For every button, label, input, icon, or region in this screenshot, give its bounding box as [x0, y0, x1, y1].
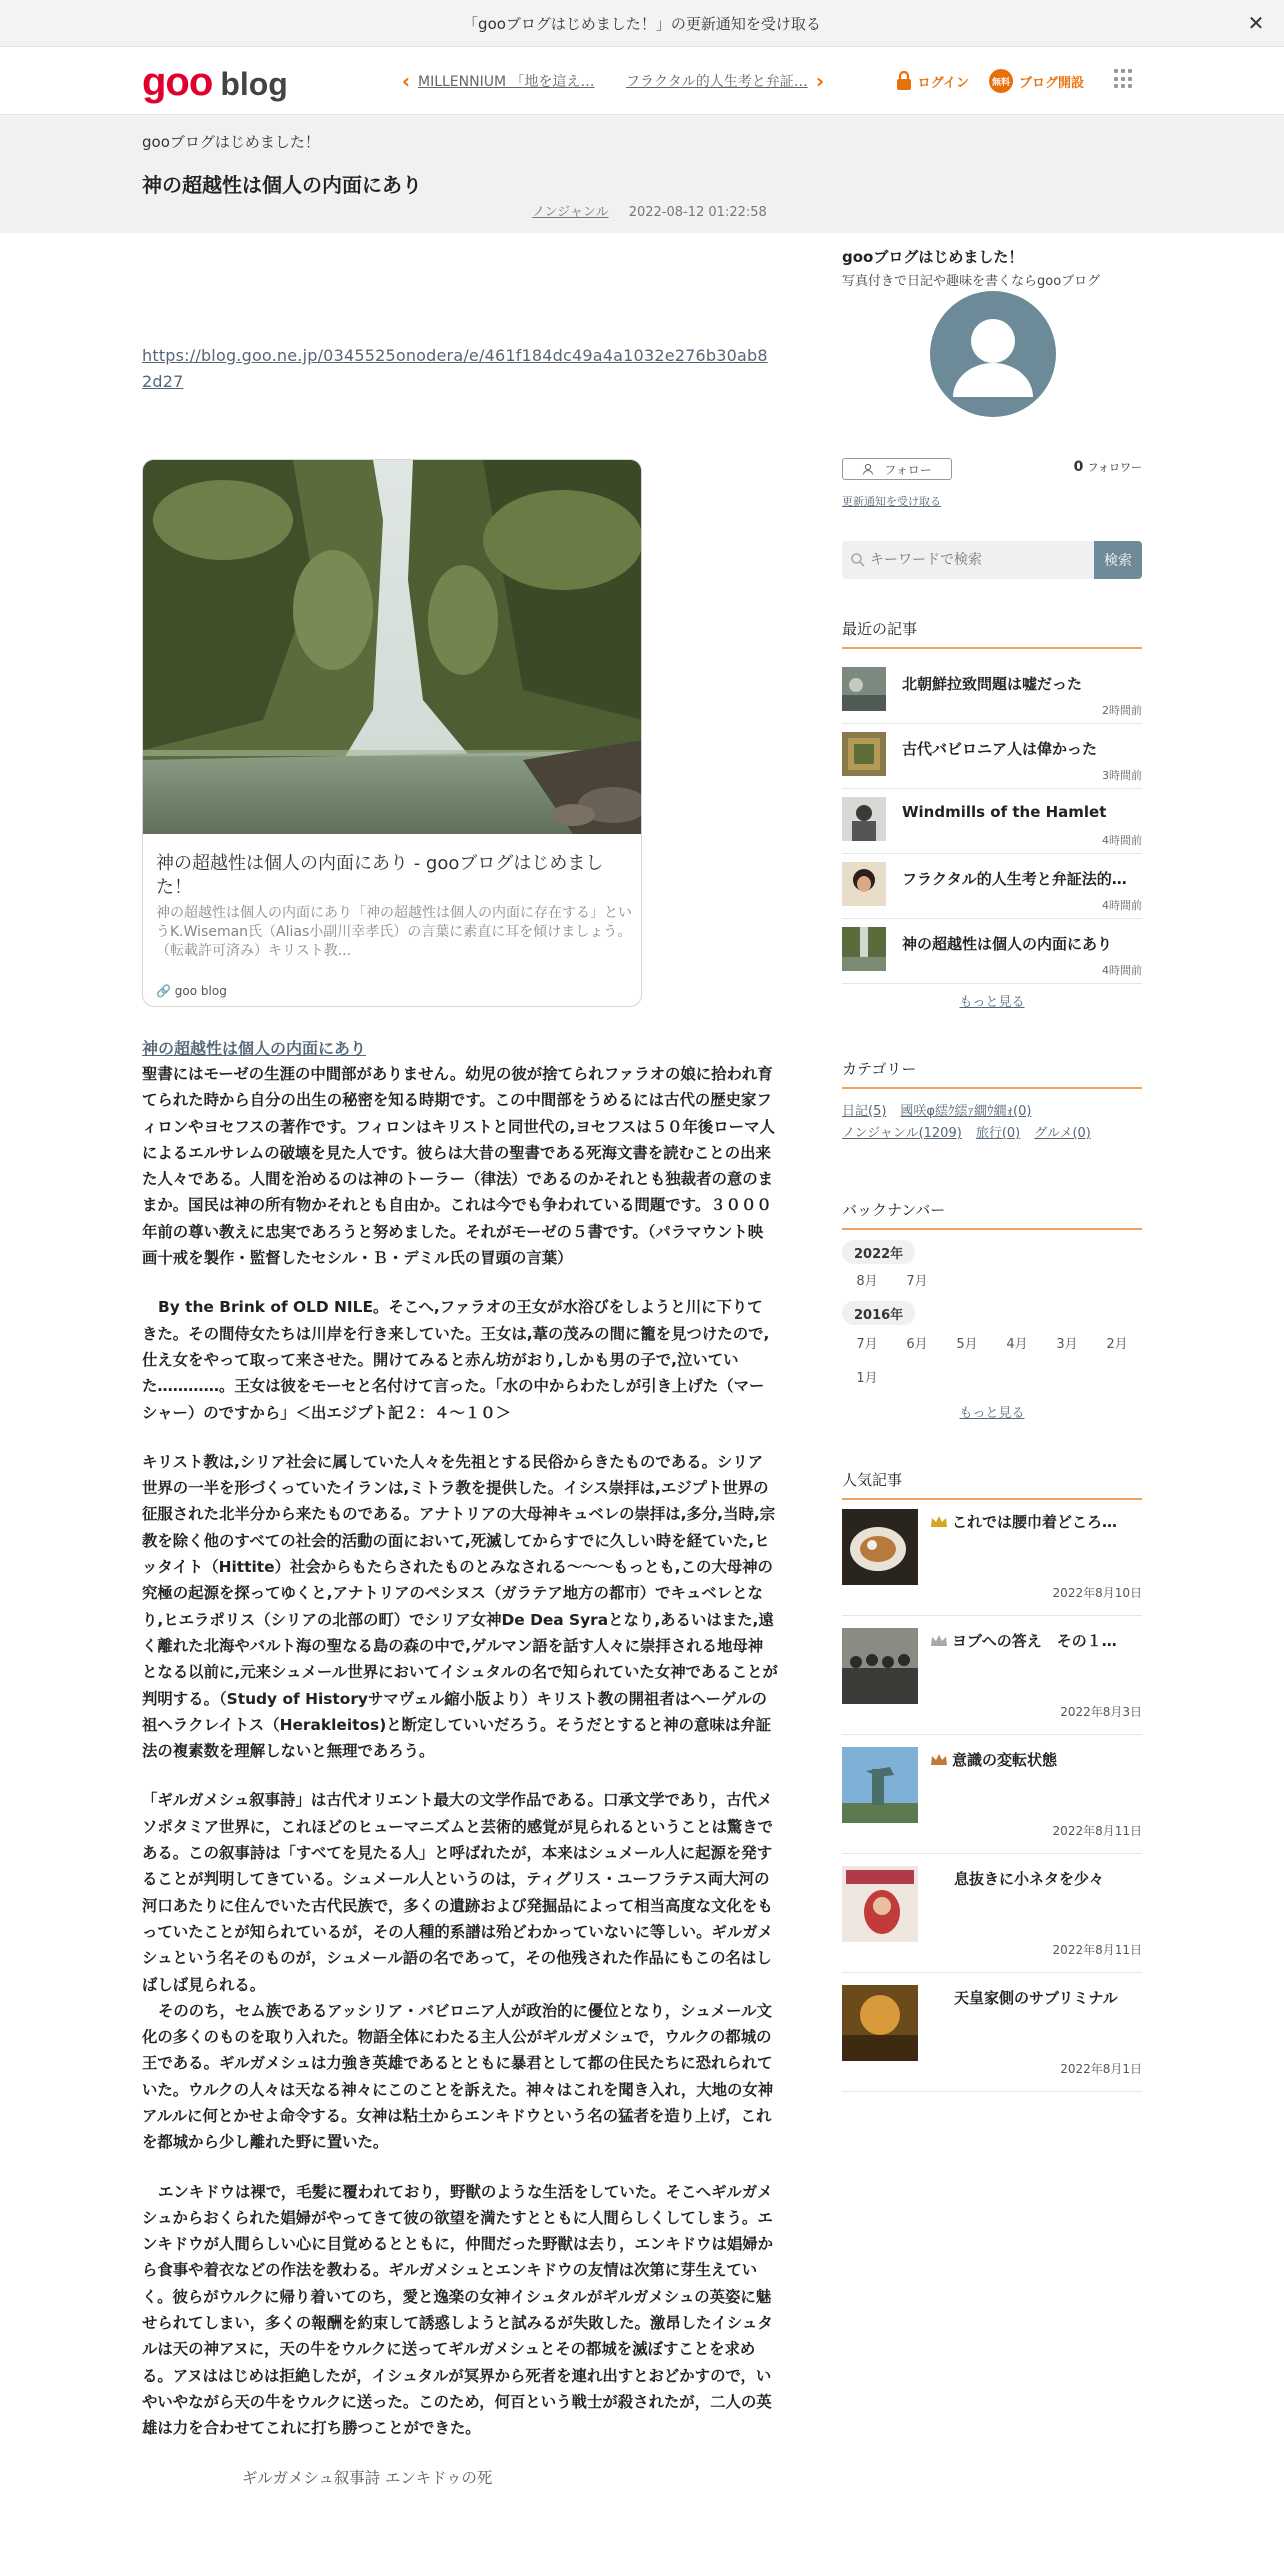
- chevron-right-icon[interactable]: ›: [815, 69, 825, 93]
- search-icon: [850, 552, 866, 568]
- popular-title: これでは腰巾着どころ…: [930, 1511, 1142, 1532]
- update-notify-link[interactable]: 更新通知を受け取る: [842, 495, 941, 508]
- prev-entry-link[interactable]: MILLENNIUM 「地を這え…: [418, 74, 595, 90]
- open-blog-label: ブログ開設: [1018, 75, 1084, 91]
- recent-thumb: [842, 862, 886, 906]
- recent-title: フラクタル的人生考と弁証法的…: [902, 870, 1127, 888]
- category-link[interactable]: 日記(5): [842, 1104, 887, 1119]
- article-paragraph: エンキドウは裸で，毛髪に覆われており，野獣のような生活をしていた。そこへギルガメシュからおくられた娼婦がやってきて彼の欲望を満たすとともに人間らしくしてしまう。エンキドウが人間らしい心に目覚めるとともに，仲間だった野獣は去り，エンキドウは娼婦から食事や着衣などの作法を教わる。ギルガメシュとエンキドウの友情は次第に芽生えていく。彼らがウルクに帰り着いてのち，愛と逸楽の女神イシュタルがギルガメシュの英姿に魅せられてしまい，多くの報酬を約束して誘惑しようと試みるが失敗した。激昂したイシュタルは天の神アヌに，天の牛をウルクに送ってギルガメシュとその都城を滅ぼすことを求める。アヌははじめは拒絶したが，イシュタルが冥界から死者を連れ出すとおどかすので，いやいやながら天の牛をウルクに送った。このため，何百という戦士が殺されたが，二人の英雄は力を合わせてこれに打ち勝つことができた。: [142, 2182, 774, 2438]
- recent-time: 4時間前: [1102, 964, 1142, 977]
- user-icon: [930, 291, 1056, 417]
- months-2016: [842, 1330, 1142, 1394]
- recent-thumb: [842, 927, 886, 971]
- popular-list: [842, 1497, 1142, 2092]
- notify-bar[interactable]: [0, 0, 1284, 47]
- card-site-name: goo blog: [174, 984, 227, 998]
- recent-item[interactable]: [842, 724, 1142, 789]
- apps-grid-icon[interactable]: [1114, 69, 1134, 89]
- popular-thumb: [842, 1747, 918, 1823]
- category-link[interactable]: 國咲φ繧ｸ繧ｧ繝ｳ繝ｫ(0): [900, 1104, 1032, 1119]
- category-link[interactable]: 旅行(0): [975, 1126, 1021, 1141]
- popular-date: 2022年8月11日: [1052, 1943, 1142, 1957]
- sidebar-blog-description: 写真付きで日記や趣味を書くならgooブログ: [842, 274, 1101, 289]
- article-paragraph: 聖書にはモーゼの生涯の中間部がありません。幼児の彼が捨てられファラオの娘に拾われ育てられた時から自分の出生の秘密を知る時期です。この中間部をうめるには古代の歴史家フィロンやヨセフスの著作です。フィロンはキリストと同世代の,ヨセフスは５０年後ローマ人によるエルサレムの破壊を見た人です。彼らは大昔の聖書である死海文書を読むことの出来た人々である。人間を治めるのは神のトーラー（律法）であるのかそれとも独裁者の意のままか。国民は神の所有物かそれとも自由か。これは今でも争われている問題です。３０００年前の尊い教えに忠実であろうと努めました。それがモーゼの５書です。（パラマウント映画十戒を製作・監督したセシル・Ｂ・デミル氏の冒頭の言葉）: [142, 1065, 775, 1268]
- month-link[interactable]: 4月: [1006, 1337, 1028, 1352]
- notify-text[interactable]: 「gooブログはじめました！」の更新通知を受け取る: [463, 14, 821, 33]
- popular-item[interactable]: [842, 1497, 1142, 1616]
- blog-name[interactable]: gooブログはじめました！: [142, 133, 320, 151]
- card-description: 神の超越性は個人の内面にあり「神の超越性は個人の内面に存在する」というK.Wiseman氏（Alias小副川幸孝氏）の言葉に素直に耳を傾けましょう。（転載許可済み）キリスト教...: [156, 905, 632, 959]
- month-link[interactable]: 2月: [1106, 1337, 1128, 1352]
- search-input[interactable]: [842, 541, 1094, 579]
- river-photo: [143, 460, 642, 834]
- crown-gold-icon: [930, 1515, 948, 1528]
- backnumber-more-link[interactable]: もっと見る: [959, 1406, 1025, 1421]
- avatar[interactable]: [930, 291, 1056, 417]
- recent-thumb: [842, 667, 886, 711]
- follow-label: フォロー: [884, 462, 932, 477]
- follower-label: フォロワー: [1087, 461, 1142, 474]
- entry-navigation: [398, 69, 828, 93]
- recent-title: 北朝鮮拉致問題は嘘だった: [902, 675, 1083, 693]
- site-header: [0, 47, 1284, 115]
- popular-item[interactable]: [842, 1973, 1142, 2092]
- person-icon: [862, 463, 874, 475]
- popular-thumb: [842, 1509, 918, 1585]
- login-button[interactable]: [896, 71, 969, 91]
- login-label: ログイン: [917, 75, 969, 91]
- popular-title: 意識の変転状態: [930, 1749, 1142, 1770]
- follower-count: [1074, 459, 1142, 475]
- recent-item[interactable]: [842, 919, 1142, 984]
- recent-list: [842, 659, 1142, 984]
- article-paragraph: キリスト教は,シリア社会に属していた人々を先祖とする民俗からきたものである。シリア世界の一半を形づくっていたイランは,ミトラ教を提供した。イシス崇拝は,エジプト世界の征服された北半分から来たものである。アナトリアの大母神キュベレの崇拝は,多分,当時,宗教を除く他のすべての社会的活動の面において,死滅してからすでに久しい時を経ていた,ヒッタイト（Hittite）社会からもたらされたものとみなされる～～～もっとも,この大母神の究極の起源を探ってゆくと,アナトリアのペシヌス（ガラテア地方の都市）でキュベレとなり,ヒエラポリス（シリアの北部の町）でシリア女神De Dea Syraとなり,あるいはまた,遠く離れた北海やバルト海の聖なる島の森の中で,ゲルマン語を話す人々に崇拝される地母神となる以前に,元来シュメール世界においてイシュタルの名で知られていた女神であることが判明する。（Study of Historyサマヴェル縮小版より）キリスト教の開祖者はヘーゲルの祖ヘラクレイトス（Herakleitos)と断定していいだろう。そうだとすると神の意味は弁証法の複素数を理解しないと無理であろう。: [142, 1452, 778, 1761]
- popular-date: 2022年8月1日: [1060, 2062, 1142, 2076]
- crown-silver-icon: [930, 1634, 948, 1647]
- recent-item[interactable]: [842, 789, 1142, 854]
- link-icon: 🔗: [156, 984, 171, 998]
- year-2022-label[interactable]: 2022年: [842, 1240, 915, 1264]
- close-icon[interactable]: ✕: [1247, 11, 1265, 35]
- popular-date: 2022年8月11日: [1052, 1824, 1142, 1838]
- entry-title-bar: [0, 115, 1284, 233]
- month-link[interactable]: 6月: [906, 1337, 928, 1352]
- entry-datetime: 2022-08-12 01:22:58: [628, 205, 767, 220]
- article-paragraph: By the Brink of OLD NILE。そこへ,ファラオの王女が水浴びをしようと川に下りてきた。その間侍女たちは川岸を行き来していた。王女は,葦の茂みの間に籠を見つけたので,仕え女をやって取って来させた。開けてみると赤ん坊がおり,しかも男の子で,泣いていた…………。王女は彼をモーセと名付けて言った。「水の中からわたしが引き上げた（マーシャー）のですから」＜出エジプト記２：４～１０＞: [142, 1298, 770, 1422]
- entry-url-link[interactable]: https://blog.goo.ne.jp/0345525onodera/e/461f184dc49a4a1032e276b30ab82d27: [142, 346, 768, 391]
- recent-time: 3時間前: [1102, 769, 1142, 782]
- recent-time: 4時間前: [1102, 899, 1142, 912]
- popular-item[interactable]: [842, 1854, 1142, 1973]
- recent-heading: 最近の記事: [842, 618, 1142, 649]
- popular-title: 天皇家側のサブリミナル: [954, 1989, 1118, 2007]
- recent-time: 2時間前: [1102, 704, 1142, 717]
- search-button[interactable]: 検索: [1094, 541, 1142, 579]
- entry-meta: [532, 201, 767, 220]
- recent-time: 4時間前: [1102, 834, 1142, 847]
- year-2016-label[interactable]: 2016年: [842, 1301, 915, 1325]
- category-heading: カテゴリー: [842, 1058, 1142, 1089]
- logo-goo: goo: [142, 60, 213, 104]
- article-paragraph: ギルガメシュ叙事詩 エンキドゥの死: [242, 2468, 493, 2487]
- article-text: [142, 1061, 778, 2514]
- popular-item[interactable]: [842, 1735, 1142, 1854]
- entry-title: 神の超越性は個人の内面にあり: [142, 173, 422, 197]
- popular-thumb: [842, 1985, 918, 2061]
- popular-heading: 人気記事: [842, 1469, 1142, 1500]
- crown-bronze-icon: [930, 1753, 948, 1766]
- link-card[interactable]: [142, 459, 642, 1007]
- popular-title: 息抜きに小ネタを少々: [954, 1870, 1105, 1888]
- article-paragraph: 「ギルガメシュ叙事詩」は古代オリエント最大の文学作品である。口承文学であり，古代メソポタミア世界に，これほどのヒューマニズムと芸術的感覚が見られるということは驚きである。この叙事詩は「すべてを見たる人」と呼ばれたが，本来はシュメール人に起源を発することが判明してきている。シュメール人というのは，ティグリス・ユーフラテス両大河の河口あたりに住んでいた古代民族で，多くの遺跡および発掘品によって相当高度な文化をもっていたことが知られているが，その人種的系譜は殆どわかっていないに等しい。ギルガメシュという名そのものが，シュメール語の名であって，その他残された作品にもこの名はしばしば見られる。: [142, 1791, 774, 1994]
- popular-date: 2022年8月3日: [1060, 1705, 1142, 1719]
- month-link[interactable]: 7月: [856, 1337, 878, 1352]
- article-paragraph: そののち，セム族であるアッシリア・バビロニア人が政治的に優位となり，シュメール文化の多くのものを取り入れた。物語全体にわたる主人公がギルガメシュで，ウルクの都城の王である。ギルガメシュは力強き英雄であるとともに暴君として都の住民たちに恐れられていた。ウルクの人々は天なる神々にこのことを訴えた。神々はこれを聞き入れ，大地の女神アルルに何とかせよ命令する。女神は粘土からエンキドウという名の猛者を造り上げ，これを都城から少し離れた野に置いた。: [142, 2001, 774, 2152]
- months-2022: [842, 1267, 1142, 1297]
- month-link[interactable]: 7月: [906, 1274, 928, 1289]
- chevron-left-icon[interactable]: ‹: [401, 69, 411, 93]
- follow-button[interactable]: [842, 458, 952, 480]
- card-site: [156, 984, 227, 998]
- category-list: [842, 1101, 1142, 1145]
- month-link[interactable]: 3月: [1056, 1337, 1078, 1352]
- lock-icon: [896, 71, 912, 91]
- free-badge-icon: 無料: [989, 69, 1013, 93]
- popular-thumb: [842, 1866, 918, 1942]
- sidebar-blog-name[interactable]: gooブログはじめました！: [842, 248, 1024, 266]
- header-actions: [896, 67, 1084, 95]
- recent-thumb: [842, 732, 886, 776]
- recent-item[interactable]: [842, 659, 1142, 724]
- recent-title: 神の超越性は個人の内面にあり: [902, 935, 1113, 953]
- card-title: 神の超越性は個人の内面にあり - gooブログはじめました！: [156, 853, 604, 898]
- month-link[interactable]: 8月: [856, 1274, 878, 1289]
- recent-title: 古代バビロニア人は偉かった: [902, 740, 1098, 758]
- entry-category-link[interactable]: ノンジャンル: [532, 205, 609, 220]
- blog-search: [842, 541, 1142, 579]
- open-blog-button[interactable]: [989, 69, 1084, 93]
- recent-more-link[interactable]: もっと見る: [959, 995, 1025, 1010]
- follower-number: 0: [1073, 459, 1084, 475]
- month-link[interactable]: 5月: [956, 1337, 978, 1352]
- category-link[interactable]: ノンジャンル(1209): [842, 1126, 962, 1141]
- recent-title: Windmills of the Hamlet: [902, 803, 1107, 821]
- popular-title: ヨブへの答え その１…: [930, 1630, 1142, 1651]
- popular-item[interactable]: [842, 1616, 1142, 1735]
- article-title-link[interactable]: 神の超越性は個人の内面にあり: [142, 1039, 367, 1058]
- popular-date: 2022年8月10日: [1052, 1586, 1142, 1600]
- backnumber-heading: バックナンバー: [842, 1199, 1142, 1230]
- recent-thumb: [842, 797, 886, 841]
- popular-thumb: [842, 1628, 918, 1704]
- logo-blog: blog: [220, 66, 288, 102]
- goo-blog-logo[interactable]: [142, 57, 288, 103]
- recent-item[interactable]: [842, 854, 1142, 919]
- month-link[interactable]: 1月: [856, 1371, 878, 1386]
- next-entry-link[interactable]: フラクタル的人生考と弁証…: [626, 74, 808, 90]
- category-link[interactable]: グルメ(0): [1034, 1126, 1091, 1141]
